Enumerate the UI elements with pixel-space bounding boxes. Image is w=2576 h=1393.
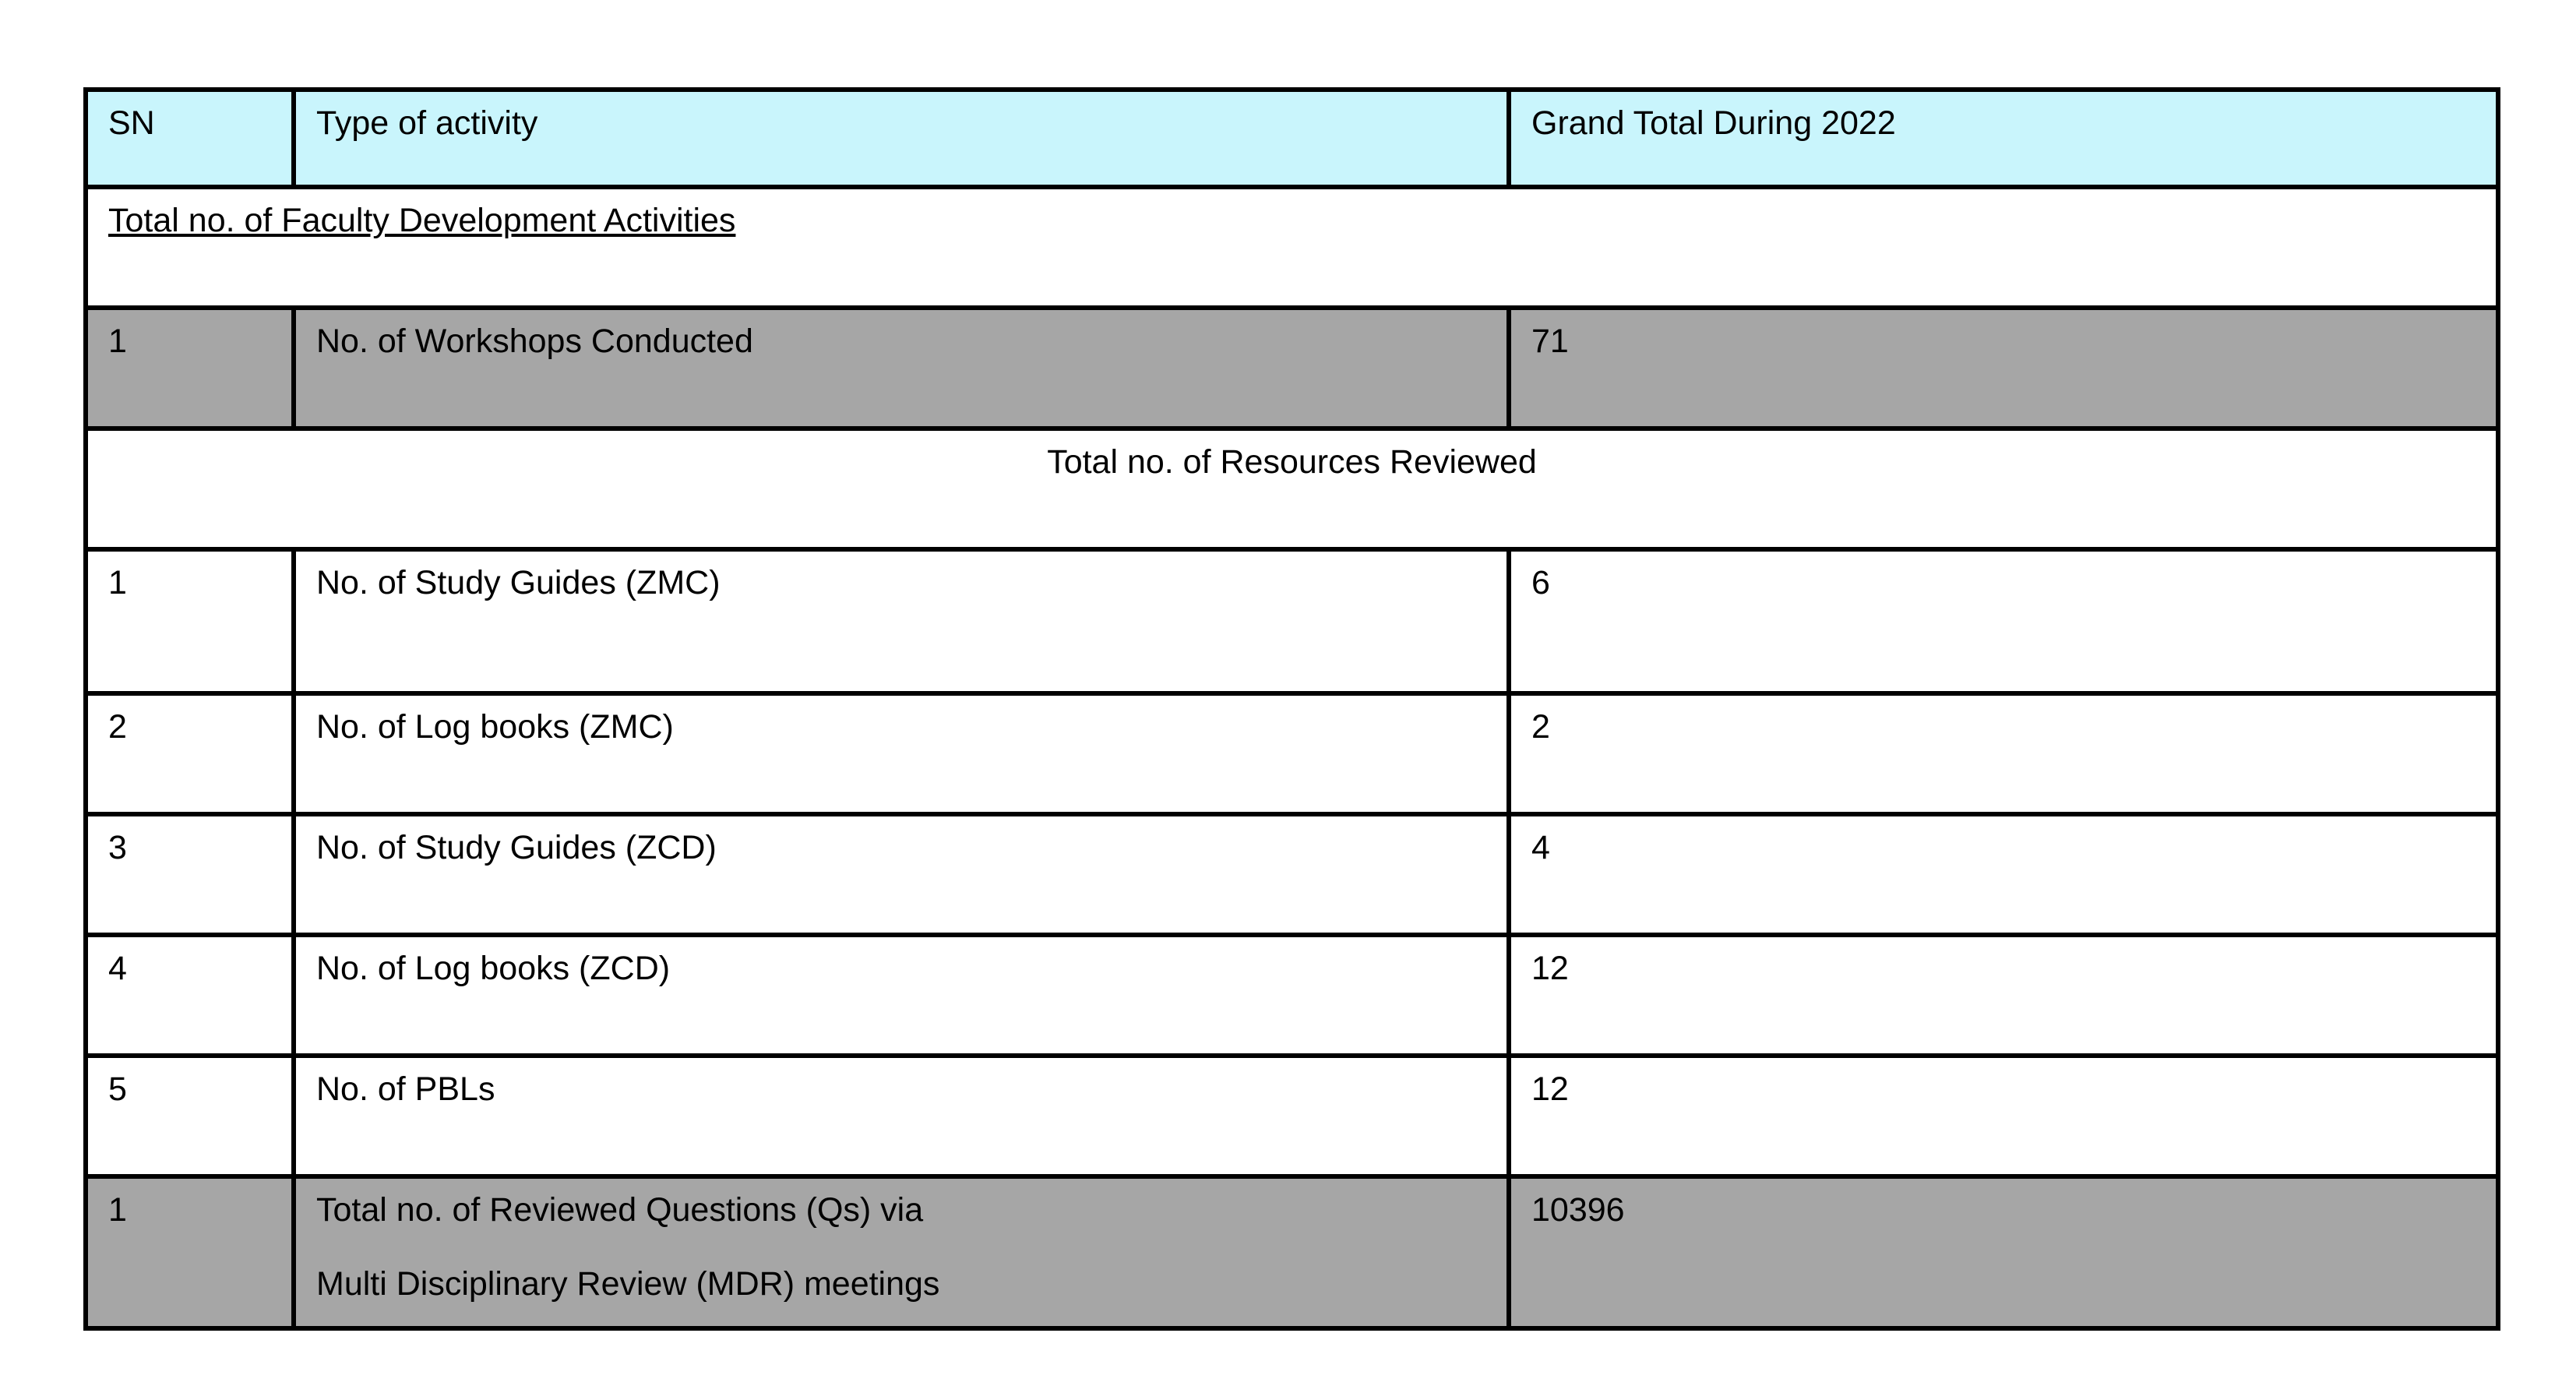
row-total: 2 bbox=[1509, 693, 2498, 814]
table-header-row bbox=[86, 90, 2498, 187]
row-activity: No. of PBLs bbox=[294, 1056, 1509, 1176]
header-type-of-activity: Type of activity bbox=[294, 90, 1509, 187]
row-activity: No. of Study Guides (ZMC) bbox=[294, 549, 1509, 693]
row-activity bbox=[294, 1176, 1509, 1328]
section-resources-reviewed-title: Total no. of Resources Reviewed bbox=[86, 428, 2498, 549]
table-row bbox=[86, 1056, 2498, 1176]
mdr-questions-row bbox=[86, 1176, 2498, 1328]
row-total: 12 bbox=[1509, 1056, 2498, 1176]
header-grand-total: Grand Total During 2022 bbox=[1509, 90, 2498, 187]
row-sn: 3 bbox=[86, 814, 294, 935]
row-total: 4 bbox=[1509, 814, 2498, 935]
row-sn: 2 bbox=[86, 693, 294, 814]
table-row bbox=[86, 814, 2498, 935]
table-row bbox=[86, 935, 2498, 1056]
row-total: 6 bbox=[1509, 549, 2498, 693]
row-total: 10396 bbox=[1509, 1176, 2498, 1328]
row-activity: No. of Workshops Conducted bbox=[294, 308, 1509, 428]
table-row bbox=[86, 308, 2498, 428]
table-row bbox=[86, 693, 2498, 814]
row-activity: No. of Log books (ZCD) bbox=[294, 935, 1509, 1056]
row-activity-line1: Total no. of Reviewed Questions (Qs) via bbox=[316, 1191, 924, 1229]
row-activity: No. of Log books (ZMC) bbox=[294, 693, 1509, 814]
section-faculty-development-row bbox=[86, 187, 2498, 308]
row-activity-line2: Multi Disciplinary Review (MDR) meetings bbox=[316, 1265, 940, 1303]
row-total: 12 bbox=[1509, 935, 2498, 1056]
row-sn: 1 bbox=[86, 1176, 294, 1328]
row-activity: No. of Study Guides (ZCD) bbox=[294, 814, 1509, 935]
table-row bbox=[86, 549, 2498, 693]
row-total: 71 bbox=[1509, 308, 2498, 428]
section-faculty-development-title: Total no. of Faculty Development Activities bbox=[86, 187, 2498, 308]
row-sn: 1 bbox=[86, 549, 294, 693]
row-sn: 5 bbox=[86, 1056, 294, 1176]
row-sn: 4 bbox=[86, 935, 294, 1056]
section-resources-reviewed-row bbox=[86, 428, 2498, 549]
row-sn: 1 bbox=[86, 308, 294, 428]
activity-summary-table bbox=[83, 87, 2500, 1331]
header-sn: SN bbox=[86, 90, 294, 187]
